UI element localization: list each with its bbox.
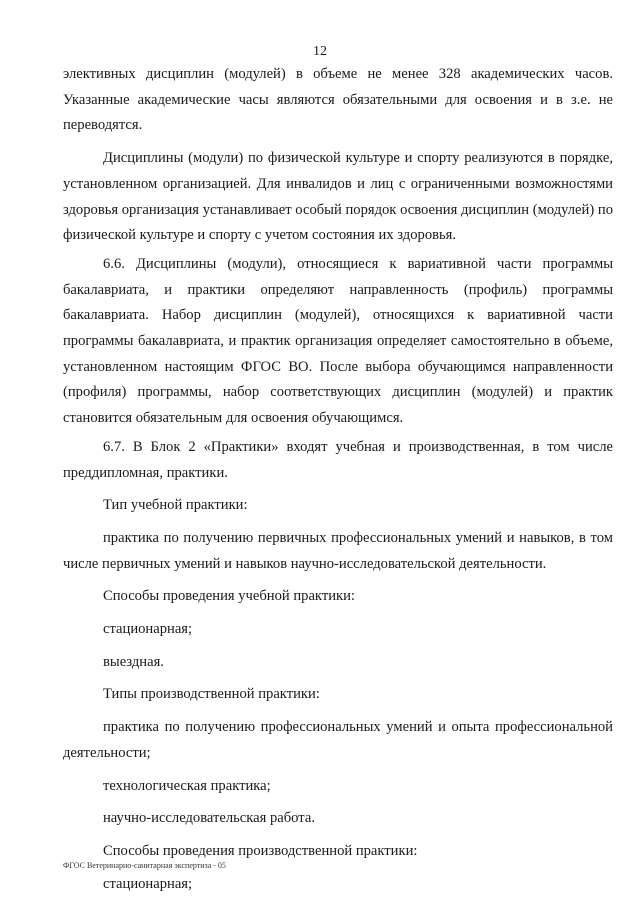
paragraph-learning-practice-type-heading: Тип учебной практики: bbox=[103, 497, 248, 514]
paragraph-learning-practice-methods-heading: Способы проведения учебной практики: bbox=[103, 588, 355, 605]
list-item-stationary-production: стационарная; bbox=[103, 875, 193, 892]
list-item-professional-skills-practice: практика по получению профессиональных умений и опыта профессиональной деятельности; bbox=[63, 719, 613, 761]
paragraph-learning-practice-type: практика по получению первичных профессиональных умений и навыков, в том числе первичных умений и навыков научно-исследовательской деятельности. bbox=[63, 529, 613, 572]
paragraph-physical-culture: Дисциплины (модули) по физической культуре и спорту реализуются в порядке, установленном организацией. Для инвалидов и лиц с ограниченными возможностями здоровья организация устанавливает особый порядок освоения дисциплин (модулей) по физической культуре и спорту с учетом состояния их здоровья. bbox=[63, 150, 613, 244]
list-item-field: выездная. bbox=[103, 653, 164, 670]
paragraph-6-7: 6.7. В Блок 2 «Практики» входят учебная и производственная, в том числе преддипломная, практики. bbox=[63, 438, 613, 481]
paragraph-production-practice-types-heading: Типы производственной практики: bbox=[103, 686, 320, 703]
paragraph-production-practice-methods-heading: Способы проведения производственной практики: bbox=[103, 842, 418, 859]
list-item-technological-practice: технологическая практика; bbox=[103, 777, 271, 794]
page-footer: ФГОС Ветеринарно-санитарная экспертиза - 05 bbox=[63, 861, 226, 870]
paragraph-electives: элективных дисциплин (модулей) в объеме не менее 328 академических часов. Указанные академические часы являются обязательными для освоения и в з.е. не переводятся. bbox=[63, 66, 613, 134]
paragraph-6-6: 6.6. Дисциплины (модули), относящиеся к вариативной части программы бакалавриата, и практики определяют направленность (профиль) программы бакалавриата. Набор дисциплин (модулей), относящихся к вариативной части программы бакалавриата, и практик организация определяет самостоятельно в объеме, установленном настоящим ФГОС ВО. После выбора обучающимся направленности (профиля) программы, набор соответствующих дисциплин (модулей) и практик становится обязательным для освоения обучающимся. bbox=[63, 255, 613, 427]
page-number: 12 bbox=[313, 44, 327, 59]
document-body bbox=[63, 62, 613, 897]
list-item-stationary: стационарная; bbox=[103, 621, 193, 638]
list-item-research-work: научно-исследовательская работа. bbox=[103, 810, 315, 827]
